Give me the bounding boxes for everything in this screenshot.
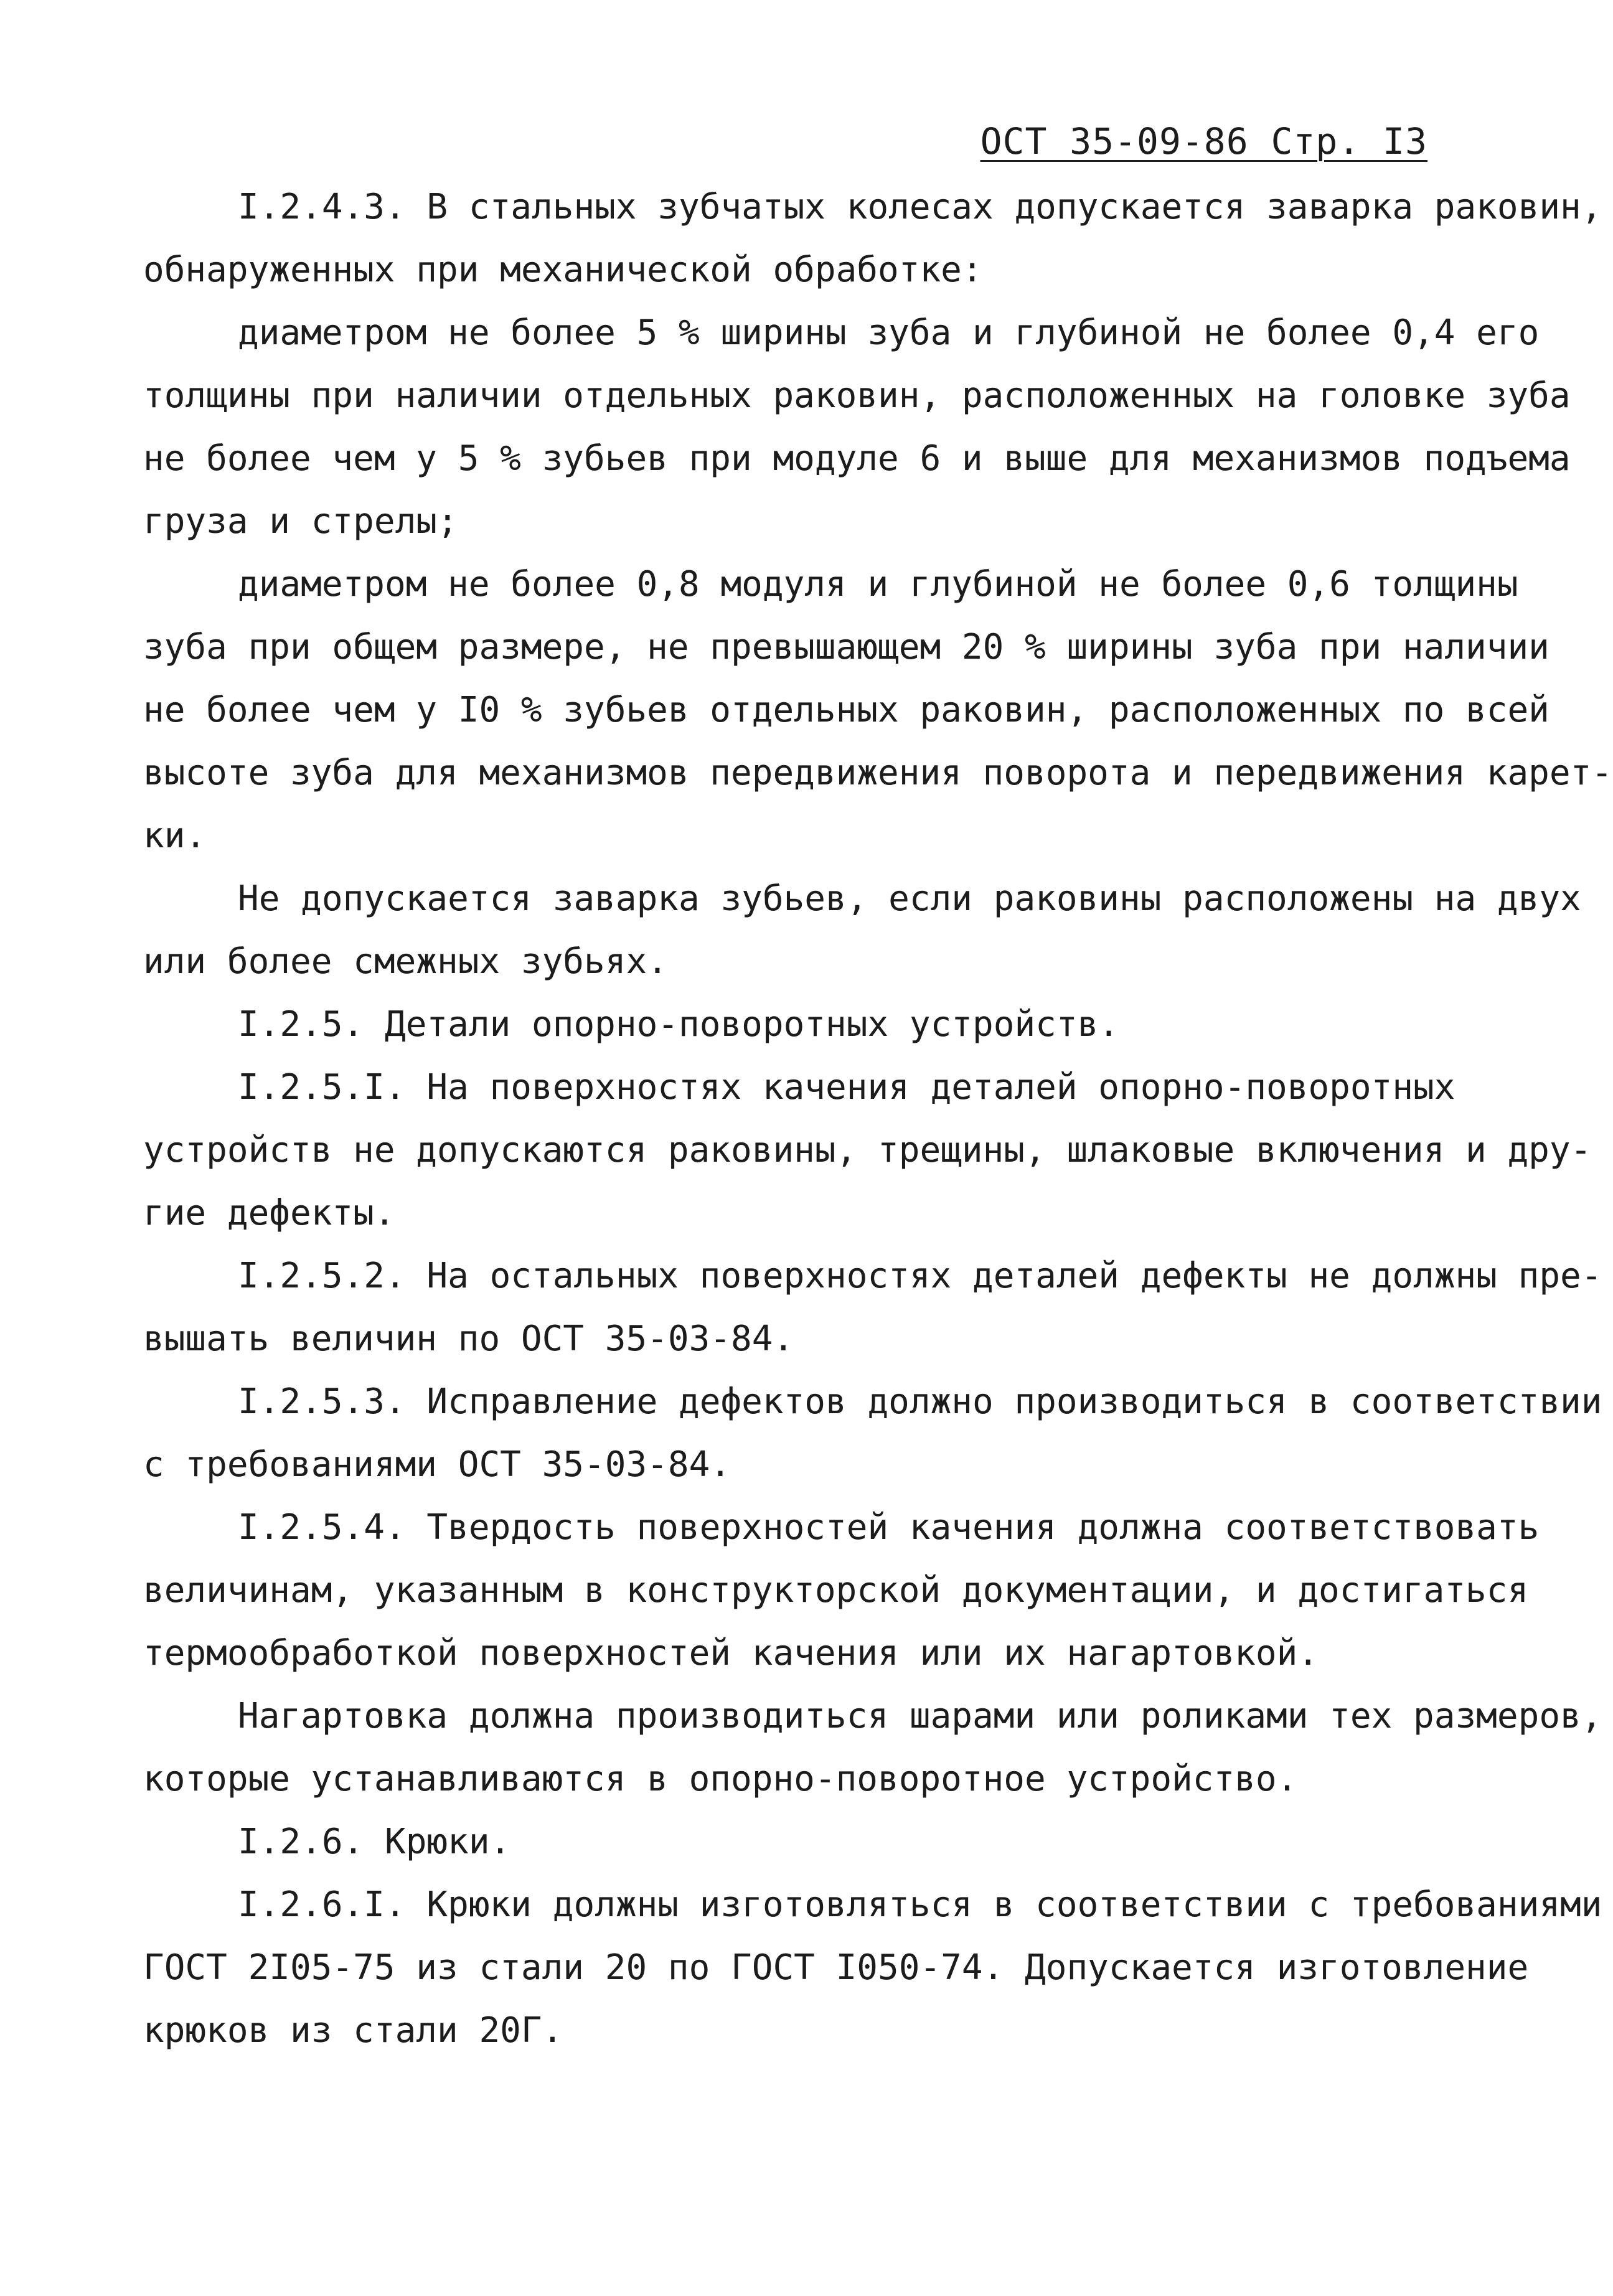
text-line: устройств не допускаются раковины, трещины, шлаковые включения и дру- [143, 1130, 1592, 1170]
text-line: величинам, указанным в конструкторской документации, и достигаться [143, 1570, 1529, 1611]
document-number: ОСТ 35-09-86 Стр. I3 [980, 120, 1427, 162]
text-line: ГОСТ 2I05-75 из стали 20 по ГОСТ I050-74. Допускается изготовление [143, 1947, 1529, 1988]
text-line: ки. [143, 816, 207, 856]
text-line: термообработкой поверхностей качения или их нагартовкой. [143, 1633, 1319, 1673]
text-line: диаметром не более 0,8 модуля и глубиной не более 0,6 толщины [238, 564, 1518, 605]
text-line: Не допускается заварка зубьев, если раковины расположены на двух [238, 878, 1581, 919]
text-line: которые устанавливаются в опорно-поворотное устройство. [143, 1759, 1298, 1799]
section-heading: I.2.6. Крюки. [238, 1822, 511, 1862]
text-line: гие дефекты. [143, 1193, 395, 1233]
text-line: I.2.5.2. На остальных поверхностях деталей дефекты не должны пре- [238, 1256, 1602, 1296]
text-line: обнаруженных при механической обработке: [143, 250, 983, 290]
text-line: с требованиями ОСТ 35-03-84. [143, 1444, 731, 1485]
text-line: I.2.5.3. Исправление дефектов должно производиться в соответствии [238, 1381, 1602, 1422]
text-line: не более чем у I0 % зубьев отдельных раковин, расположенных по всей [143, 690, 1550, 730]
text-line: или более смежных зубьях. [143, 941, 668, 982]
text-line: не более чем у 5 % зубьев при модуле 6 и выше для механизмов подъема [143, 438, 1571, 479]
text-line: толщины при наличии отдельных раковин, расположенных на головке зуба [143, 375, 1571, 416]
text-line: I.2.4.3. В стальных зубчатых колесах допускается заварка раковин, [238, 187, 1602, 227]
text-line: зуба при общем размере, не превышающем 20 % ширины зуба при наличии [143, 627, 1550, 667]
section-heading: I.2.5. Детали опорно-поворотных устройств. [238, 1004, 1120, 1045]
document-body [143, 176, 1613, 2062]
text-line: I.2.5.4. Твердость поверхностей качения должна соответствовать [238, 1507, 1540, 1548]
text-line: Нагартовка должна производиться шарами или роликами тех размеров, [238, 1696, 1602, 1736]
text-line: I.2.5.I. На поверхностях качения деталей опорно-поворотных [238, 1067, 1455, 1108]
text-line: диаметром не более 5 % ширины зуба и глубиной не более 0,4 его [238, 313, 1540, 353]
text-line: вышать величин по ОСТ 35-03-84. [143, 1319, 794, 1359]
page-header [980, 120, 1427, 163]
text-line: груза и стрелы; [143, 501, 458, 542]
text-line: I.2.6.I. Крюки должны изготовляться в соответствии с требованиями [238, 1884, 1602, 1925]
text-line: крюков из стали 20Г. [143, 2010, 563, 2051]
text-line: высоте зуба для механизмов передвижения поворота и передвижения карет- [143, 753, 1613, 793]
